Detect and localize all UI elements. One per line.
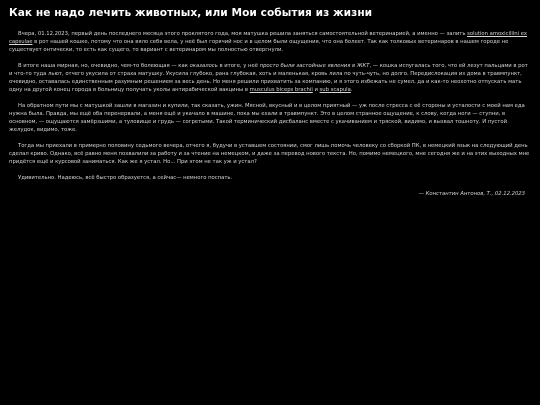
p1-text-b: в рот нашей кошке, потому что она вяло себя вела, у неё был горячий нос и в целом были ощущения, что она болеет. Так как толковых ветеринаров в нашем городе не существует онтически, то есть как сущего, то вариант с ветеринаром мы полностью отвергнули. xyxy=(9,39,509,53)
signature: — Константин Антонов, Т., 02.12.2023 xyxy=(418,191,525,197)
p2-text-d: и xyxy=(312,87,320,93)
page xyxy=(0,0,540,198)
p2-text-a: В итоге наша мирная, но, очевидно, чем-то болеющая — как xyxy=(18,63,190,69)
p1-text-a: Вчера, 01.12.2023, первый день последнего месяца этого проклятого года, моя матушка решила заняться самостоятельной ветеринарией, а именно — залить xyxy=(18,31,468,37)
page-title: Как не надо лечить животных, или Мои события из жизни xyxy=(9,7,373,19)
link-musculus-biceps-brachii[interactable]: musculus biceps brachii xyxy=(249,87,313,93)
paragraph-3: На обратном пути мы с матушкой зашли в магазин и купили, так сказать, ужин. Мясной, вкусный и в целом приятный — уж после стресса с её стороны и усталости с моей нам еда нужна была. Правда, мы ещё оба перенервали, а меня ещё и укачало в машине, пока мы ехали в травмпункт. Это в целом странное ощущение, к слову, когда ноги — ступни, в основном, — ощущаются замёрзшими, а туловище и грудь — согретыми. Такой терминический дисбаланс вместе с укачиванием и тряской, видимо, и вызвал тошноту. И пустой желудок, видимо, тоже. xyxy=(9,103,525,133)
p2-emphasis-2: просто были застойные явления в ЖКТ xyxy=(259,63,370,69)
p2-text-c: , — кошка испугалась того, что ей лезут пальцами в рот и что-то туда льют, отчего укусила от страха матушку. Укусила глубоко, рана глубокая, хоть и маленькая, кровь лила по чуть-чуть, но долго. Передислокация из дома в травмпункт, очевидно, оставалась единственным разумным решением за весь день. Но меня решили прихватить за компанию, и я этого избежать не сумел, да и как-то неохотно отпускать мать одну на другой конец города в больницу получать уколы антирабической вакцины в xyxy=(9,63,528,93)
link-solution-amoxicillini[interactable]: solution amoxicillini ex capsulae xyxy=(9,31,528,45)
paragraph-4: Тогда мы приехали в примерно половину седьмого вечера, отчего я, будучи в уставшем состоянии, смог лишь помочь человеку со сборкой ПК, в немецкий язык на следующий день сделал криво. Однако, всё равно меня похвалили за работу и за чтение на немецком, и даже за перевод нового текста. Но, помимо немецкого, мне сегодня же и на этих выходных мне придётся ещё и курсовой заниматься. Как же я устал. Но... При этом не так уж и устал? xyxy=(9,143,530,165)
paragraph-2 xyxy=(9,62,531,94)
article-body xyxy=(9,30,531,198)
paragraph-1 xyxy=(9,30,531,54)
link-sub-scapula[interactable]: sub scapula xyxy=(319,87,351,93)
p2-text-e: . xyxy=(350,87,353,93)
p2-emphasis-1: оказалось xyxy=(189,63,218,69)
p2-text-b: в итоге, у неё xyxy=(217,63,260,69)
paragraph-5: Удивительно. Надеюсь, всё быстро образуется, а сейчас— немного поспать. xyxy=(18,175,233,181)
